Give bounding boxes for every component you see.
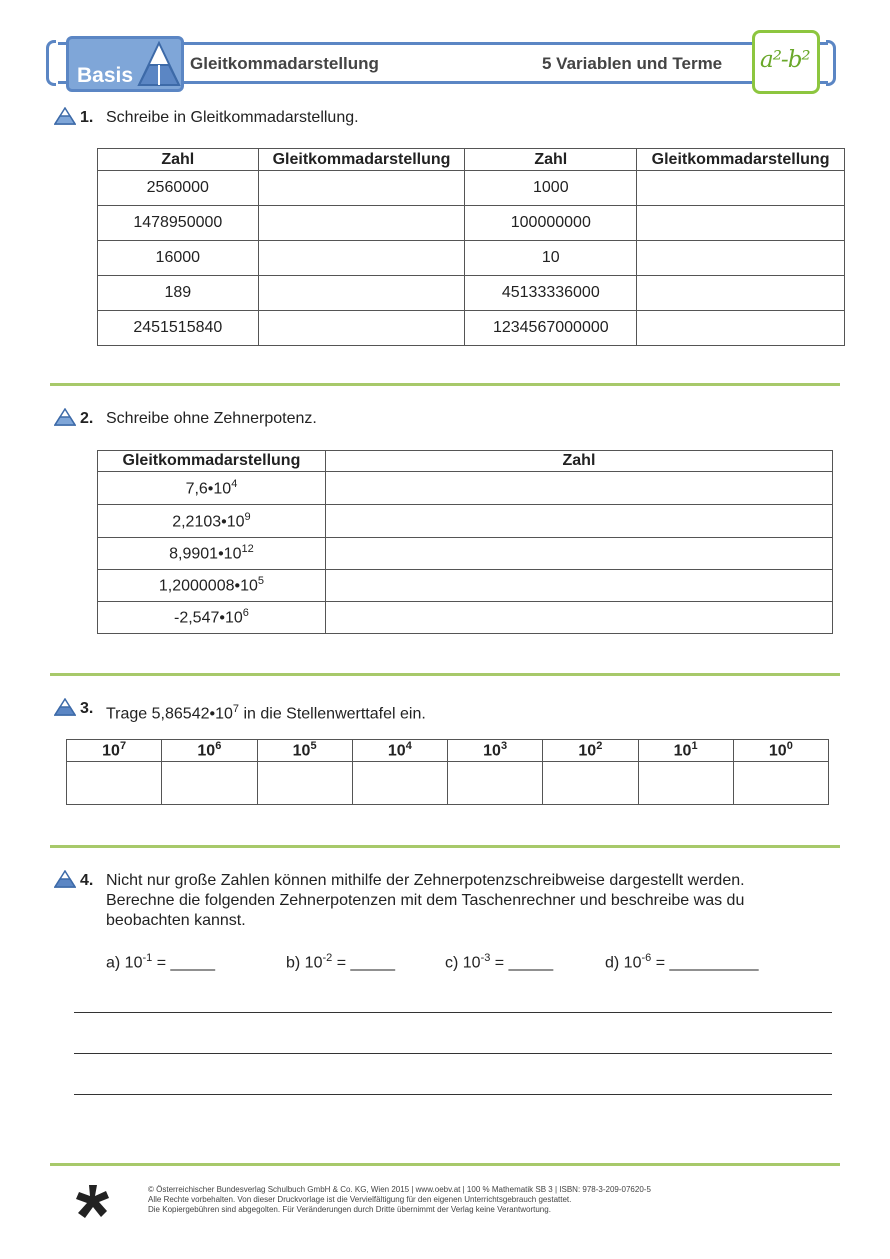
exercise-4-number: 4. [80, 872, 94, 889]
exercise-2-number: 2. [80, 410, 94, 427]
header-left-bracket [46, 40, 56, 86]
answer-cell[interactable] [637, 276, 845, 311]
table-row [98, 538, 833, 570]
place-value-table [66, 739, 829, 805]
calc-item-a[interactable]: a) $10^{-1}$ = _____ [106, 952, 215, 972]
level-pyramid-icon [54, 107, 76, 125]
col-header: Gleitkommadarstellung [258, 149, 465, 171]
chapter-title: 5 Variablen und Terme [542, 54, 723, 73]
table-row [98, 570, 833, 602]
table-row [98, 472, 833, 505]
table-row [98, 505, 833, 538]
footer-line: Alle Rechte vorbehalten. Von dieser Druckvorlage ist die Vervielfältigung für den eigenen Unterrichtsgebrauch gestattet. [148, 1195, 572, 1204]
float-cell: $7,6•10^4$ [98, 472, 326, 505]
writing-line[interactable] [74, 1053, 832, 1054]
exercise-1-text: Schreibe in Gleitkommadarstellung. [106, 109, 359, 126]
answer-cell[interactable] [325, 505, 832, 538]
place-header: $10^6$ [162, 740, 257, 762]
writing-line[interactable] [74, 1012, 832, 1013]
calc-item-b[interactable]: b) $10^{-2}$ = _____ [286, 952, 395, 972]
exercise-4-line-1: Nicht nur große Zahlen können mithilfe der Zehnerpotenzschreibweise dargestellt werden. [106, 872, 745, 889]
answer-cell[interactable] [637, 311, 845, 346]
copyright-footer [148, 1185, 651, 1215]
place-header: $10^7$ [67, 740, 162, 762]
float-cell: $-2,547•10^6$ [98, 602, 326, 634]
answer-cell[interactable] [258, 241, 465, 276]
exercise-4-line-2: Berechne die folgenden Zehnerpotenzen mit dem Taschenrechner und beschreibe was du [106, 892, 745, 909]
col-header: Gleitkommadarstellung [98, 451, 326, 472]
answer-cell[interactable] [638, 762, 733, 805]
answer-cell[interactable] [67, 762, 162, 805]
answer-cell[interactable] [325, 570, 832, 602]
publisher-logo-icon [72, 1183, 114, 1221]
level-pyramid-icon [54, 698, 76, 716]
exercise-2-text: Schreibe ohne Zehnerpotenz. [106, 410, 317, 427]
table-header-row [67, 740, 829, 762]
answer-cell[interactable] [637, 241, 845, 276]
formula-text: a²-b² [760, 47, 810, 73]
number-cell: 1234567000000 [465, 311, 637, 346]
exercise-3-number: 3. [80, 700, 94, 717]
answer-cell[interactable] [543, 762, 638, 805]
section-divider [50, 845, 840, 848]
level-pyramid-icon [54, 408, 76, 426]
writing-line[interactable] [74, 1094, 832, 1095]
place-header: $10^4$ [352, 740, 447, 762]
float-cell: $1,2000008•10^5$ [98, 570, 326, 602]
basis-label: Basis [77, 64, 134, 87]
section-divider [50, 1163, 840, 1166]
col-header: Zahl [98, 149, 259, 171]
table-header-row [98, 451, 833, 472]
number-cell: 1478950000 [98, 206, 259, 241]
exercise-1-number: 1. [80, 109, 94, 126]
number-cell: 1000 [465, 171, 637, 206]
number-cell: 100000000 [465, 206, 637, 241]
answer-cell[interactable] [325, 602, 832, 634]
table-row [98, 311, 845, 346]
table-row [98, 241, 845, 276]
answer-cell[interactable] [162, 762, 257, 805]
calc-item-d[interactable]: d) $10^{-6}$ = __________ [605, 952, 759, 972]
answer-cell[interactable] [352, 762, 447, 805]
page-title: Gleitkommadarstellung [190, 54, 379, 73]
place-header: $10^3$ [448, 740, 543, 762]
exercise-2-table [97, 450, 833, 634]
header-right-bracket [826, 40, 836, 86]
number-cell: 2560000 [98, 171, 259, 206]
answer-cell[interactable] [258, 276, 465, 311]
col-header: Gleitkommadarstellung [637, 149, 845, 171]
number-cell: 16000 [98, 241, 259, 276]
place-header: $10^1$ [638, 740, 733, 762]
number-cell: 189 [98, 276, 259, 311]
answer-cell[interactable] [448, 762, 543, 805]
col-header: Zahl [465, 149, 637, 171]
footer-line: © Österreichischer Bundesverlag Schulbuch GmbH & Co. KG, Wien 2015 | www.oebv.at | 100 % Mathematik SB 3 | ISBN: 978-3-209-07620-5 [148, 1185, 651, 1194]
exercise-1-table [97, 148, 845, 346]
number-cell: 45133336000 [465, 276, 637, 311]
place-header: $10^0$ [733, 740, 828, 762]
answer-cell[interactable] [258, 171, 465, 206]
pyramid-icon [137, 41, 181, 87]
col-header: Zahl [325, 451, 832, 472]
table-row [98, 276, 845, 311]
table-row [98, 171, 845, 206]
float-cell: $8,9901•10^{12}$ [98, 538, 326, 570]
answer-cell[interactable] [733, 762, 828, 805]
basis-badge [66, 36, 184, 92]
table-row [98, 206, 845, 241]
calc-item-c[interactable]: c) $10^{-3}$ = _____ [445, 952, 554, 972]
place-header: $10^5$ [257, 740, 352, 762]
answer-cell[interactable] [258, 311, 465, 346]
place-header: $10^2$ [543, 740, 638, 762]
level-pyramid-icon [54, 870, 76, 888]
exercise-4-line-3: beobachten kannst. [106, 912, 246, 929]
answer-cell[interactable] [637, 206, 845, 241]
exercise-3-text: Trage $5,86542•10^7$ in die Stellenwerttafel ein. [106, 703, 426, 723]
answer-cell[interactable] [257, 762, 352, 805]
table-row [98, 602, 833, 634]
section-divider [50, 673, 840, 676]
number-cell: 10 [465, 241, 637, 276]
number-cell: 2451515840 [98, 311, 259, 346]
footer-line: Die Kopiergebühren sind abgegolten. Für Veränderungen durch Dritte übernimmt der Verlag keine Verantwortung. [148, 1205, 551, 1214]
answer-cell[interactable] [637, 171, 845, 206]
section-divider [50, 383, 840, 386]
answer-cell[interactable] [325, 472, 832, 505]
table-row [67, 762, 829, 805]
answer-cell[interactable] [258, 206, 465, 241]
answer-cell[interactable] [325, 538, 832, 570]
float-cell: $2,2103•10^9$ [98, 505, 326, 538]
formula-badge [752, 30, 820, 94]
table-header-row [98, 149, 845, 171]
